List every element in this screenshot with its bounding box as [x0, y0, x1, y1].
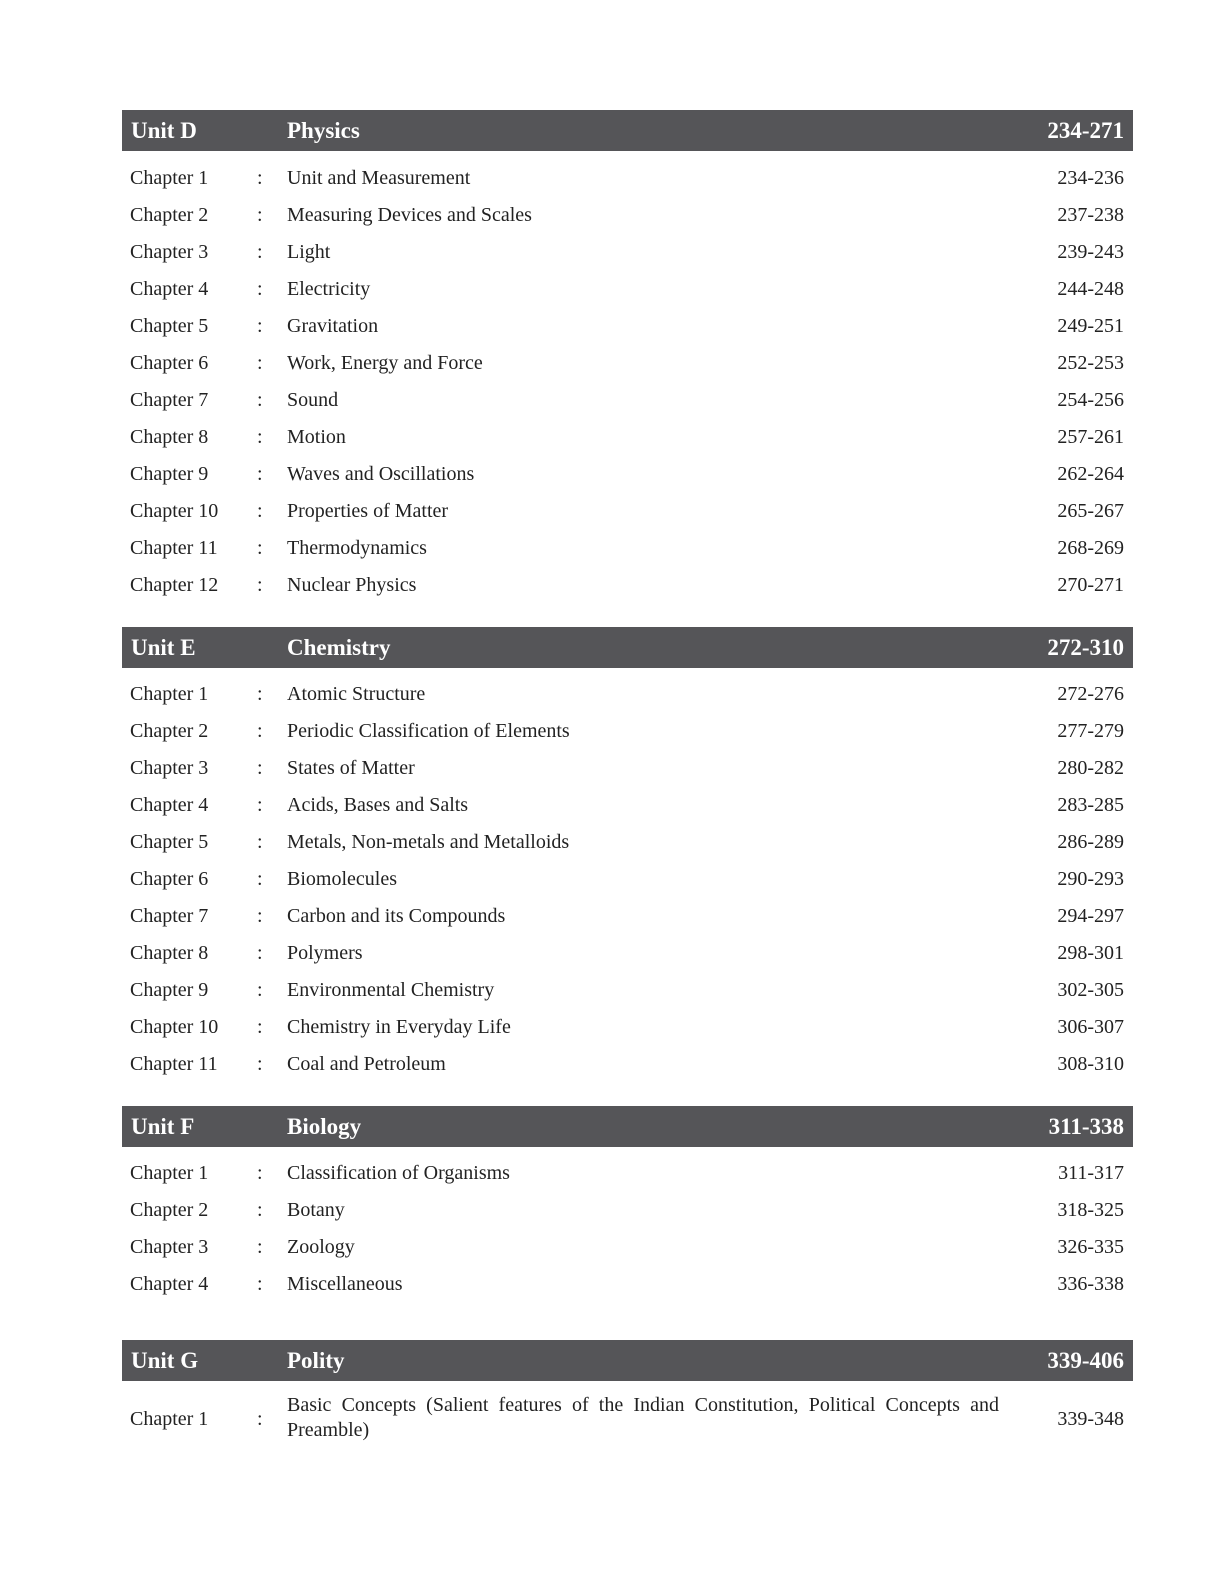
- unit-number: Unit F: [131, 1114, 195, 1139]
- separator: :: [257, 942, 263, 964]
- chapter-title: Classification of Organisms: [287, 1162, 510, 1184]
- separator: :: [257, 1016, 263, 1038]
- chapter-pages: 237-238: [1057, 204, 1124, 226]
- chapter-row: [122, 1192, 1133, 1229]
- chapter-row: [122, 1009, 1133, 1046]
- unit-section-chemistry: [122, 627, 1133, 1083]
- separator: :: [257, 1236, 263, 1258]
- unit-section-polity: [122, 1340, 1133, 1451]
- chapter-row: [122, 1389, 1133, 1451]
- chapter-row: [122, 308, 1133, 345]
- chapter-row: [122, 345, 1133, 382]
- chapter-pages: 336-338: [1057, 1273, 1124, 1295]
- chapter-pages: 298-301: [1057, 942, 1124, 964]
- chapter-number: Chapter 1: [130, 1408, 209, 1430]
- chapter-title: Electricity: [287, 278, 371, 300]
- chapter-title: Atomic Structure: [287, 683, 426, 705]
- chapter-pages: 280-282: [1057, 757, 1124, 779]
- separator: :: [257, 1273, 263, 1295]
- chapter-number: Chapter 9: [130, 463, 209, 485]
- chapter-title: Acids, Bases and Salts: [287, 794, 469, 816]
- chapter-pages: 294-297: [1057, 905, 1124, 927]
- chapter-row: [122, 750, 1133, 787]
- chapter-title: Thermodynamics: [287, 537, 427, 559]
- chapter-row: [122, 676, 1133, 713]
- separator: :: [257, 979, 263, 1001]
- chapter-number: Chapter 6: [130, 352, 209, 374]
- unit-title: Polity: [287, 1348, 345, 1373]
- chapter-title: Chemistry in Everyday Life: [287, 1016, 511, 1038]
- chapter-number: Chapter 4: [130, 1273, 209, 1295]
- separator: :: [257, 757, 263, 779]
- chapter-row: [122, 493, 1133, 530]
- chapter-pages: 270-271: [1057, 574, 1124, 596]
- separator: :: [257, 500, 263, 522]
- separator: :: [257, 868, 263, 890]
- unit-section-physics: [122, 110, 1133, 604]
- chapter-row: [122, 271, 1133, 308]
- chapter-number: Chapter 3: [130, 241, 209, 263]
- chapter-number: Chapter 12: [130, 574, 219, 596]
- chapter-number: Chapter 4: [130, 794, 209, 816]
- chapter-title: Unit and Measurement: [287, 167, 471, 189]
- chapter-number: Chapter 5: [130, 831, 209, 853]
- chapter-number: Chapter 2: [130, 204, 209, 226]
- chapter-pages: 252-253: [1057, 352, 1124, 374]
- chapter-title: Sound: [287, 389, 339, 411]
- unit-title: Chemistry: [287, 635, 391, 660]
- unit-pages: 234-271: [1047, 118, 1124, 143]
- chapter-title: Metals, Non-metals and Metalloids: [287, 831, 570, 853]
- chapter-row: [122, 824, 1133, 861]
- separator: :: [257, 352, 263, 374]
- chapter-title: Miscellaneous: [287, 1273, 403, 1295]
- separator: :: [257, 315, 263, 337]
- chapter-number: Chapter 3: [130, 757, 209, 779]
- chapter-pages: 277-279: [1057, 720, 1124, 742]
- separator: :: [257, 278, 263, 300]
- chapter-row: [122, 234, 1133, 271]
- chapter-row: [122, 382, 1133, 419]
- chapter-pages: 283-285: [1057, 794, 1124, 816]
- chapter-number: Chapter 8: [130, 426, 209, 448]
- separator: :: [257, 574, 263, 596]
- separator: :: [257, 537, 263, 559]
- chapter-number: Chapter 5: [130, 315, 209, 337]
- chapter-pages: 254-256: [1057, 389, 1124, 411]
- separator: :: [257, 167, 263, 189]
- chapter-row: [122, 713, 1133, 750]
- chapter-pages: 239-243: [1057, 241, 1124, 263]
- separator: :: [257, 683, 263, 705]
- chapter-row: [122, 1229, 1133, 1266]
- unit-header: [122, 1340, 1133, 1381]
- chapter-title: Gravitation: [287, 315, 379, 337]
- chapter-title: Carbon and its Compounds: [287, 905, 506, 927]
- chapter-row: [122, 861, 1133, 898]
- chapter-title: Waves and Oscillations: [287, 463, 475, 485]
- chapter-pages: 290-293: [1057, 868, 1124, 890]
- chapter-number: Chapter 2: [130, 1199, 209, 1221]
- separator: :: [257, 794, 263, 816]
- chapter-number: Chapter 7: [130, 389, 209, 411]
- unit-number: Unit G: [131, 1348, 199, 1373]
- unit-number: Unit E: [131, 635, 196, 660]
- chapter-title: States of Matter: [287, 757, 415, 779]
- chapter-title: Work, Energy and Force: [287, 352, 483, 374]
- chapter-row: [122, 898, 1133, 935]
- chapter-title: Properties of Matter: [287, 500, 449, 522]
- chapter-title: Botany: [287, 1199, 345, 1221]
- chapter-row: [122, 530, 1133, 567]
- chapter-title: Environmental Chemistry: [287, 979, 495, 1001]
- chapter-pages: 265-267: [1057, 500, 1124, 522]
- unit-header: [122, 627, 1133, 668]
- chapter-number: Chapter 11: [130, 537, 218, 559]
- chapter-number: Chapter 11: [130, 1053, 218, 1075]
- chapter-pages: 272-276: [1057, 683, 1124, 705]
- chapter-title: Basic Concepts (Salient features of the Indian Constitution, Political Concepts and Preamble): [287, 1394, 999, 1441]
- separator: :: [257, 905, 263, 927]
- chapter-number: Chapter 1: [130, 683, 209, 705]
- unit-title: Biology: [287, 1114, 362, 1139]
- chapter-row: [122, 197, 1133, 234]
- chapter-pages: 308-310: [1057, 1053, 1124, 1075]
- chapter-number: Chapter 1: [130, 1162, 209, 1184]
- chapter-pages: 326-335: [1057, 1236, 1124, 1258]
- chapter-row: [122, 935, 1133, 972]
- unit-title: Physics: [287, 118, 360, 143]
- separator: :: [257, 204, 263, 226]
- chapter-row: [122, 160, 1133, 197]
- separator: :: [257, 831, 263, 853]
- chapter-number: Chapter 9: [130, 979, 209, 1001]
- chapter-pages: 286-289: [1057, 831, 1124, 853]
- unit-pages: 272-310: [1047, 635, 1124, 660]
- separator: :: [257, 1408, 263, 1430]
- separator: :: [257, 426, 263, 448]
- chapter-row: [122, 1046, 1133, 1083]
- chapter-number: Chapter 2: [130, 720, 209, 742]
- chapter-title: Measuring Devices and Scales: [287, 204, 532, 226]
- chapter-pages: 234-236: [1057, 167, 1124, 189]
- separator: :: [257, 1053, 263, 1075]
- chapter-number: Chapter 8: [130, 942, 209, 964]
- chapter-row: [122, 456, 1133, 493]
- unit-pages: 339-406: [1047, 1348, 1124, 1373]
- chapter-title: Polymers: [287, 942, 363, 964]
- chapter-title: Periodic Classification of Elements: [287, 720, 570, 742]
- chapter-row: [122, 567, 1133, 604]
- separator: :: [257, 389, 263, 411]
- separator: :: [257, 1199, 263, 1221]
- chapter-title: Biomolecules: [287, 868, 397, 890]
- unit-section-biology: [122, 1106, 1133, 1303]
- chapter-title: Zoology: [287, 1236, 355, 1258]
- separator: :: [257, 720, 263, 742]
- unit-header: [122, 110, 1133, 151]
- chapter-row: [122, 419, 1133, 456]
- chapter-pages: 244-248: [1057, 278, 1124, 300]
- chapter-number: Chapter 10: [130, 1016, 219, 1038]
- chapter-number: Chapter 6: [130, 868, 209, 890]
- chapter-row: [122, 787, 1133, 824]
- chapter-number: Chapter 10: [130, 500, 219, 522]
- unit-number: Unit D: [131, 118, 197, 143]
- chapter-title: Coal and Petroleum: [287, 1053, 446, 1075]
- chapter-row: [122, 972, 1133, 1009]
- chapter-title: Nuclear Physics: [287, 574, 417, 596]
- chapter-row: [122, 1155, 1133, 1192]
- chapter-pages: 306-307: [1057, 1016, 1124, 1038]
- chapter-title: Light: [287, 241, 331, 263]
- separator: :: [257, 1162, 263, 1184]
- chapter-pages: 302-305: [1057, 979, 1124, 1001]
- chapter-pages: 249-251: [1057, 315, 1124, 337]
- chapter-pages: 257-261: [1057, 426, 1124, 448]
- unit-pages: 311-338: [1048, 1114, 1124, 1139]
- separator: :: [257, 463, 263, 485]
- chapter-pages: 318-325: [1057, 1199, 1124, 1221]
- chapter-number: Chapter 3: [130, 1236, 209, 1258]
- chapter-row: [122, 1266, 1133, 1303]
- chapter-pages: 262-264: [1057, 463, 1124, 485]
- chapter-number: Chapter 7: [130, 905, 209, 927]
- separator: :: [257, 241, 263, 263]
- unit-header: [122, 1106, 1133, 1147]
- chapter-pages: 268-269: [1057, 537, 1124, 559]
- chapter-number: Chapter 1: [130, 167, 209, 189]
- chapter-title: Motion: [287, 426, 346, 448]
- chapter-pages: 339-348: [1057, 1408, 1124, 1430]
- chapter-number: Chapter 4: [130, 278, 209, 300]
- chapter-pages: 311-317: [1058, 1162, 1124, 1184]
